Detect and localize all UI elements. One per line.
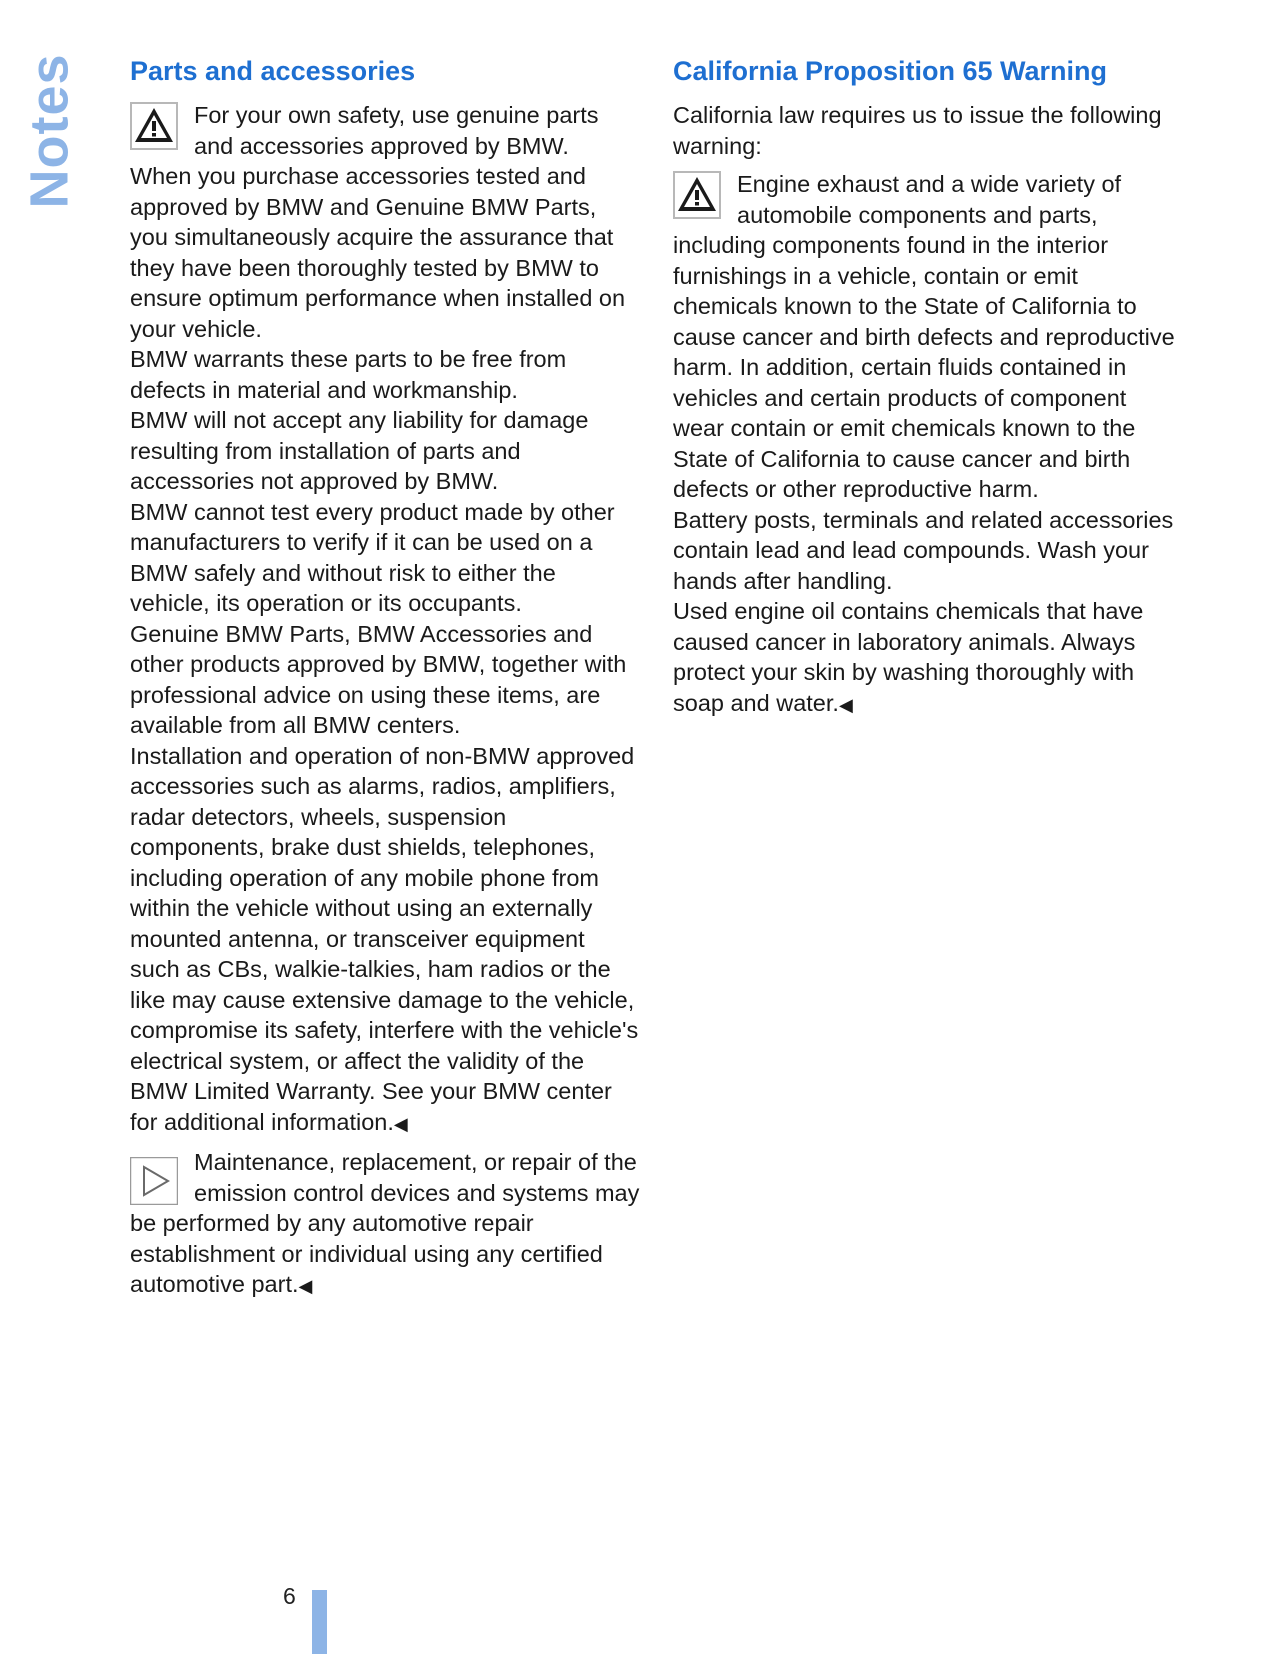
warning-triangle-icon: [130, 102, 178, 150]
safety-warning-text: For your own safety, use genuine parts and accessories approved by BMW.: [194, 102, 599, 159]
end-marker: ◀: [298, 1276, 313, 1296]
note-arrow-icon: [130, 1157, 178, 1205]
paragraph: BMW will not accept any liability for damage resulting from installation of parts and accessories not approved by BMW.: [130, 407, 589, 494]
page-number: 6: [283, 1583, 296, 1609]
note-block: [130, 1147, 640, 1302]
paragraph: Used engine oil contains chemicals that have caused cancer in laboratory animals. Always protect your skin by washing thoroughly with soap and water.: [673, 598, 1144, 716]
safety-warning: [130, 100, 640, 161]
end-marker: ◀: [393, 1113, 408, 1134]
parts-heading: Parts and accessories: [130, 56, 416, 86]
prop65-warning-text: Engine exhaust and a wide variety of automobile components and parts, including components found in the interior furnishings in a vehicle, contain or emit chemicals known to the State of California to cause cancer and birth defects and reproductive harm. In addition, certain fluids contained in vehicles and certain products of component wear contain or emit chemicals known to the State of California to cause cancer and birth defects or other reproductive harm.: [673, 171, 1175, 502]
side-tab: [20, 53, 80, 209]
paragraph: BMW warrants these parts to be free from defects in material and workmanship.: [130, 346, 567, 403]
prop65-warning: [673, 169, 1183, 505]
note-text: Maintenance, replacement, or repair of the emission control devices and systems may be performed by any automotive repair establishment or individual using any certified automotive part.: [130, 1149, 640, 1297]
page-marker-bar: [312, 1590, 327, 1654]
side-tab-label: Notes: [20, 53, 80, 209]
intro-text: California law requires us to issue the following warning:: [673, 102, 1162, 159]
paragraph: Genuine BMW Parts, BMW Accessories and other products approved by BMW, together with professional advice on using these items, are available from all BMW centers.: [130, 620, 627, 738]
paragraph: Battery posts, terminals and related accessories contain lead and lead compounds. Wash your hands after handling.: [673, 506, 1174, 594]
right-column: [673, 50, 1183, 720]
paragraph: Installation and operation of non-BMW approved accessories such as alarms, radios, amplifiers, radar detectors, wheels, suspension components, brake dust shields, telephones, including operation of any mobile phone from within the vehicle without using an externally mounted antenna, or transceiver equipment such as CBs, walkie-talkies, ham radios or the like may cause extensive damage to the vehicle, compromise its safety, interfere with the vehicle's electrical system, or affect the validity of the BMW Limited Warranty. See your BMW center for additional information.: [130, 742, 639, 1135]
paragraph: BMW cannot test every product made by other manufacturers to verify if it can be used on a BMW safely and without risk to either the vehicle, its operation or its occupants.: [130, 498, 615, 616]
paragraph: When you purchase accessories tested and approved by BMW and Genuine BMW Parts, you simultaneously acquire the assurance that they have been thoroughly tested by BMW to ensure optimum performance when installed on your vehicle.: [130, 163, 626, 342]
left-column: [130, 50, 640, 1302]
prop65-heading: California Proposition 65 Warning: [673, 56, 1108, 86]
end-marker: ◀: [838, 694, 853, 715]
warning-triangle-icon: [673, 171, 721, 219]
